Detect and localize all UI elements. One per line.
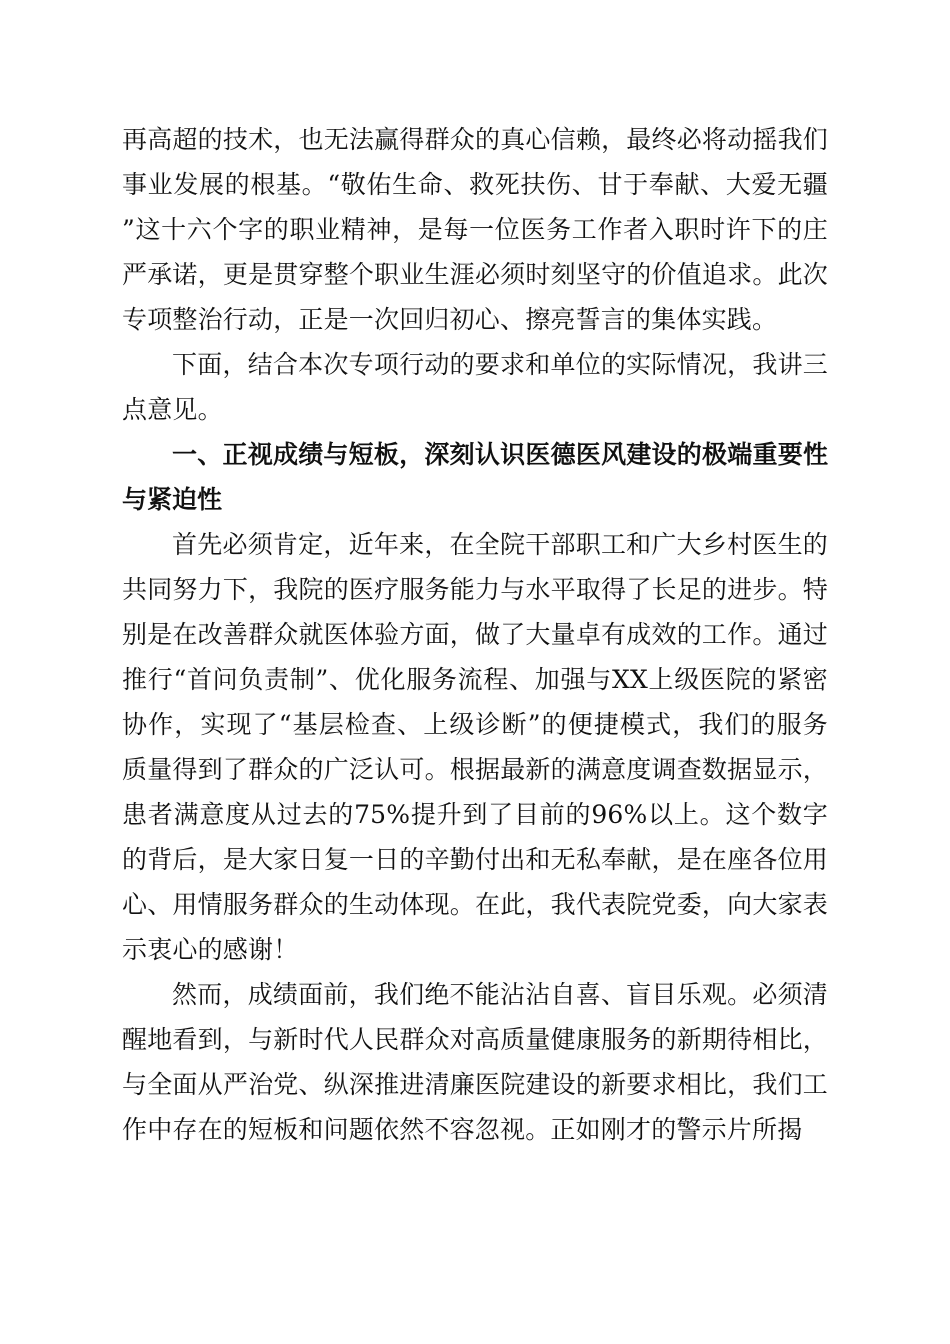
paragraph-achievements: 首先必须肯定，近年来，在全院干部职工和广大乡村医生的共同努力下，我院的医疗服务能力与水平取得了长足的进步。特别是在改善群众就医体验方面，做了大量卓有成效的工作。通过推行“首问负责制”、优化服务流程、加强与XX上级医院的紧密协作，实现了“基层检查、上级诊断”的便捷模式，我们的服务质量得到了群众的广泛认可。根据最新的满意度调查数据显示，患者满意度从过去的75%提升到了目前的96%以上。这个数字的背后，是大家日复一日的辛勤付出和无私奉献，是在座各位用心、用情服务群众的生动体现。在此，我代表院党委，向大家表示衷心的感谢！: [122, 530, 828, 964]
document-body: [122, 117, 828, 1152]
paragraph-shortcomings: 然而，成绩面前，我们绝不能沾沾自喜、盲目乐观。必须清醒地看到，与新时代人民群众对高质量健康服务的新期待相比，与全面从严治党、纵深推进清廉医院建设的新要求相比，我们工作中存在的短板和问题依然不容忽视。正如刚才的警示片所揭: [122, 980, 828, 1144]
paragraph-continuation: 再高超的技术，也无法赢得群众的真心信赖，最终必将动摇我们事业发展的根基。“敬佑生命、救死扶伤、甘于奉献、大爱无疆”这十六个字的职业精神，是每一位医务工作者入职时许下的庄严承诺，更是贯穿整个职业生涯必须时刻坚守的价值追求。此次专项整治行动，正是一次回归初心、擦亮誓言的集体实践。: [122, 125, 828, 334]
paragraph-intro: 下面，结合本次专项行动的要求和单位的实际情况，我讲三点意见。: [122, 350, 828, 424]
section-heading: 一、正视成绩与短板，深刻认识医德医风建设的极端重要性与紧迫性: [122, 440, 828, 514]
